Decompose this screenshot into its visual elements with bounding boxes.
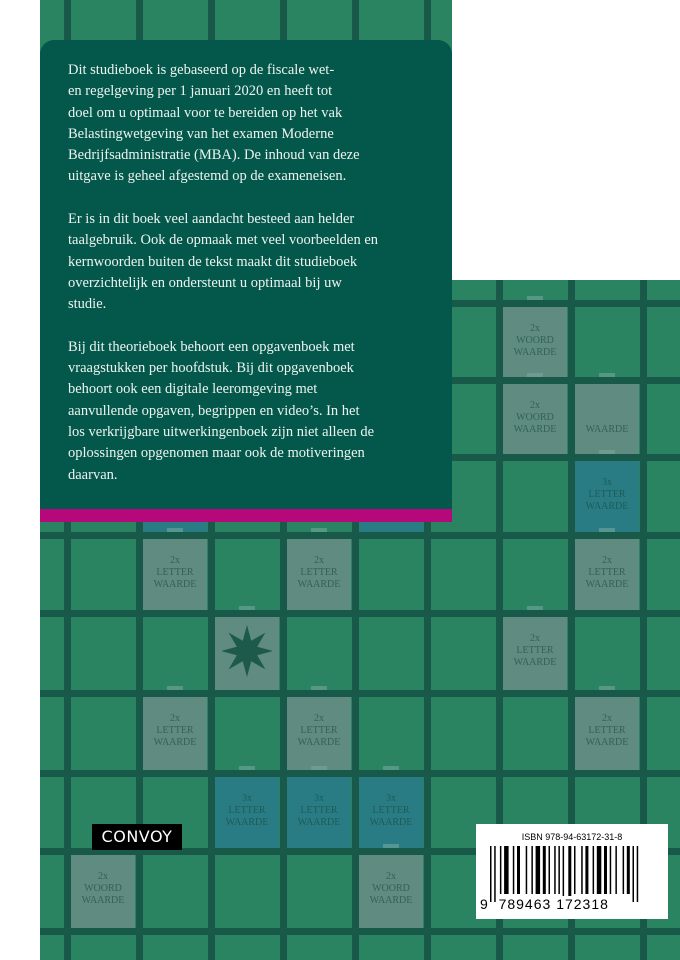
tile-label: 2x [170, 555, 180, 566]
tile-label: WAARDE [297, 737, 341, 748]
tile-tab-marks [167, 686, 183, 690]
tile-label: LETTER [300, 725, 338, 736]
blurb-paragraph-1: Dit studieboek is gebaseerd op de fiscale wet- en regelgeving per 1 januari 2020 en heeft tot doel om u optimaal voor te bereiden op het vak Belastingwetgeving van het examen Moderne Bedrijfsadministratie (MBA). De inhoud van deze uitgave is geheel afgestemd op de exameneisen. [68, 62, 360, 185]
premium-square-tile [143, 539, 207, 610]
tile-label: WAARDE [585, 579, 629, 590]
tile-label: LETTER [300, 567, 338, 578]
tile-label: 2x [314, 555, 324, 566]
tile-label: 2x [314, 713, 324, 724]
barcode-bar [536, 846, 541, 894]
tile-label: WAARDE [369, 895, 413, 906]
tile-tab-marks [527, 606, 543, 610]
barcode-bar [517, 846, 520, 894]
accent-stripe [40, 509, 452, 522]
tile-tab-marks [599, 450, 615, 454]
blurb-panel [40, 40, 452, 509]
tile-label [575, 400, 639, 412]
blurb-paragraph-3: Bij dit theorieboek behoort een opgavenboek met vraagstukken per hoofdstuk. Bij dit opgavenboek behoort ook een digitale leeromgeving met aanvullende opgaven, begrippen en video’s. In het los verkrijgbare uitwerkingenboek zijn niet alleen de oplossingen opgenomen maar ook de motiveringen daarvan. [68, 338, 375, 483]
barcode-bar [504, 846, 509, 894]
tile-tab-marks [167, 528, 183, 532]
tile-label: WOORD [372, 883, 410, 894]
premium-square-tile [71, 855, 135, 928]
center-star-tile [215, 617, 279, 690]
tile-label: 2x [170, 713, 180, 724]
tile-tab-marks [239, 766, 255, 770]
tile-label: WOORD [516, 412, 554, 423]
tile-label: LETTER [228, 805, 266, 816]
premium-square-tile [575, 384, 639, 454]
tile-label: LETTER [516, 645, 554, 656]
tile-label: 2x [602, 713, 612, 724]
tile-tab-marks [527, 296, 543, 300]
barcode-bar [597, 846, 602, 894]
tile-tab-marks [599, 373, 615, 377]
tile-tab-marks [527, 373, 543, 377]
board-grid-line [40, 770, 680, 777]
barcode-bar [637, 846, 639, 902]
publisher-logo: CONVOY [92, 824, 182, 850]
barcode-digits-group-2: 172318 [556, 896, 609, 912]
premium-square-tile [575, 539, 639, 610]
tile-label: WAARDE [513, 347, 557, 358]
tile-label: WAARDE [585, 424, 629, 435]
premium-square-tile [143, 697, 207, 770]
barcode-digit-first: 9 [480, 896, 489, 912]
tile-label: LETTER [588, 567, 626, 578]
barcode-bar [627, 846, 630, 894]
barcode-bar [574, 846, 576, 894]
premium-square-tile [287, 697, 351, 770]
tile-tab-marks [311, 766, 327, 770]
tile-label: WOORD [84, 883, 122, 894]
premium-square-tile [575, 697, 639, 770]
tile-label: 2x [530, 400, 540, 411]
barcode-bar [585, 846, 588, 894]
tile-label: 2x [530, 323, 540, 334]
tile-label: WAARDE [225, 817, 269, 828]
barcode-bar [549, 846, 551, 894]
tile-tab-marks [383, 844, 399, 848]
tile-label: WOORD [516, 335, 554, 346]
white-margin-top [452, 0, 680, 280]
barcode-bar [633, 846, 635, 902]
tile-tab-marks [239, 606, 255, 610]
barcode-bar [623, 846, 625, 894]
tile-label: 2x [530, 633, 540, 644]
tile-label: LETTER [156, 567, 194, 578]
premium-square-tile [575, 461, 639, 532]
barcode-bar [526, 846, 528, 894]
tile-label: WAARDE [585, 737, 629, 748]
barcode-bar [543, 846, 546, 894]
barcode-bar [593, 846, 595, 894]
board-grid-line [40, 532, 680, 539]
tile-label: LETTER [588, 489, 626, 500]
isbn-barcode [476, 824, 668, 919]
tile-label [575, 412, 639, 424]
barcode-bar [563, 846, 565, 902]
barcode-bar [554, 846, 556, 894]
tile-label: LETTER [372, 805, 410, 816]
premium-square-tile [359, 855, 423, 928]
board-grid-line [40, 928, 680, 935]
tile-label: LETTER [588, 725, 626, 736]
tile-label: 2x [602, 555, 612, 566]
barcode-bar [568, 846, 571, 902]
tile-label: WAARDE [153, 737, 197, 748]
tile-label: 3x [314, 793, 324, 804]
tile-tab-marks [311, 528, 327, 532]
star-icon [222, 623, 272, 679]
tile-label: WAARDE [297, 579, 341, 590]
white-margin-left [0, 0, 40, 960]
tile-label: LETTER [156, 725, 194, 736]
premium-square-tile [287, 539, 351, 610]
blurb-paragraph-2: Er is in dit boek veel aandacht besteed aan helder taalgebruik. Ook de opmaak met veel voorbeelden en kernwoorden buiten de tekst maakt dit studieboek overzichtelijk en ondersteunt u optimaal bij uw studie. [68, 211, 379, 313]
barcode-bar [500, 846, 502, 894]
barcode-bar [513, 846, 515, 894]
tile-label: 2x [98, 871, 108, 882]
barcode-bar [494, 846, 496, 902]
board-grid-line [40, 690, 680, 697]
tile-label: WAARDE [297, 817, 341, 828]
tile-label: LETTER [300, 805, 338, 816]
premium-square-tile [503, 384, 567, 454]
barcode-bar [490, 846, 492, 902]
tile-label: WAARDE [585, 501, 629, 512]
barcode-bar [615, 846, 617, 894]
tile-label: 3x [602, 477, 612, 488]
premium-square-tile [503, 617, 567, 690]
premium-square-tile [287, 777, 351, 848]
barcode-digits-group-1: 789463 [498, 896, 552, 912]
tile-label: 3x [242, 793, 252, 804]
tile-tab-marks [383, 766, 399, 770]
board-grid-line [40, 610, 680, 617]
barcode-digits [480, 896, 609, 912]
barcode-bar [581, 846, 583, 894]
premium-square-tile [503, 307, 567, 377]
tile-label: 2x [386, 871, 396, 882]
tile-tab-marks [311, 686, 327, 690]
tile-label: WAARDE [513, 657, 557, 668]
tile-tab-marks [599, 528, 615, 532]
tile-label: WAARDE [369, 817, 413, 828]
tile-tab-marks [599, 686, 615, 690]
barcode-bar [604, 846, 607, 894]
barcode-bar [531, 846, 533, 894]
barcode-bar [610, 846, 612, 894]
premium-square-tile [359, 777, 423, 848]
tile-label: WAARDE [513, 424, 557, 435]
tile-label: WAARDE [153, 579, 197, 590]
isbn-label: ISBN 978-94-63172-31-8 [521, 832, 623, 842]
premium-square-tile [215, 777, 279, 848]
tile-label: WAARDE [81, 895, 125, 906]
tile-label: 3x [386, 793, 396, 804]
barcode-bar [558, 846, 560, 894]
